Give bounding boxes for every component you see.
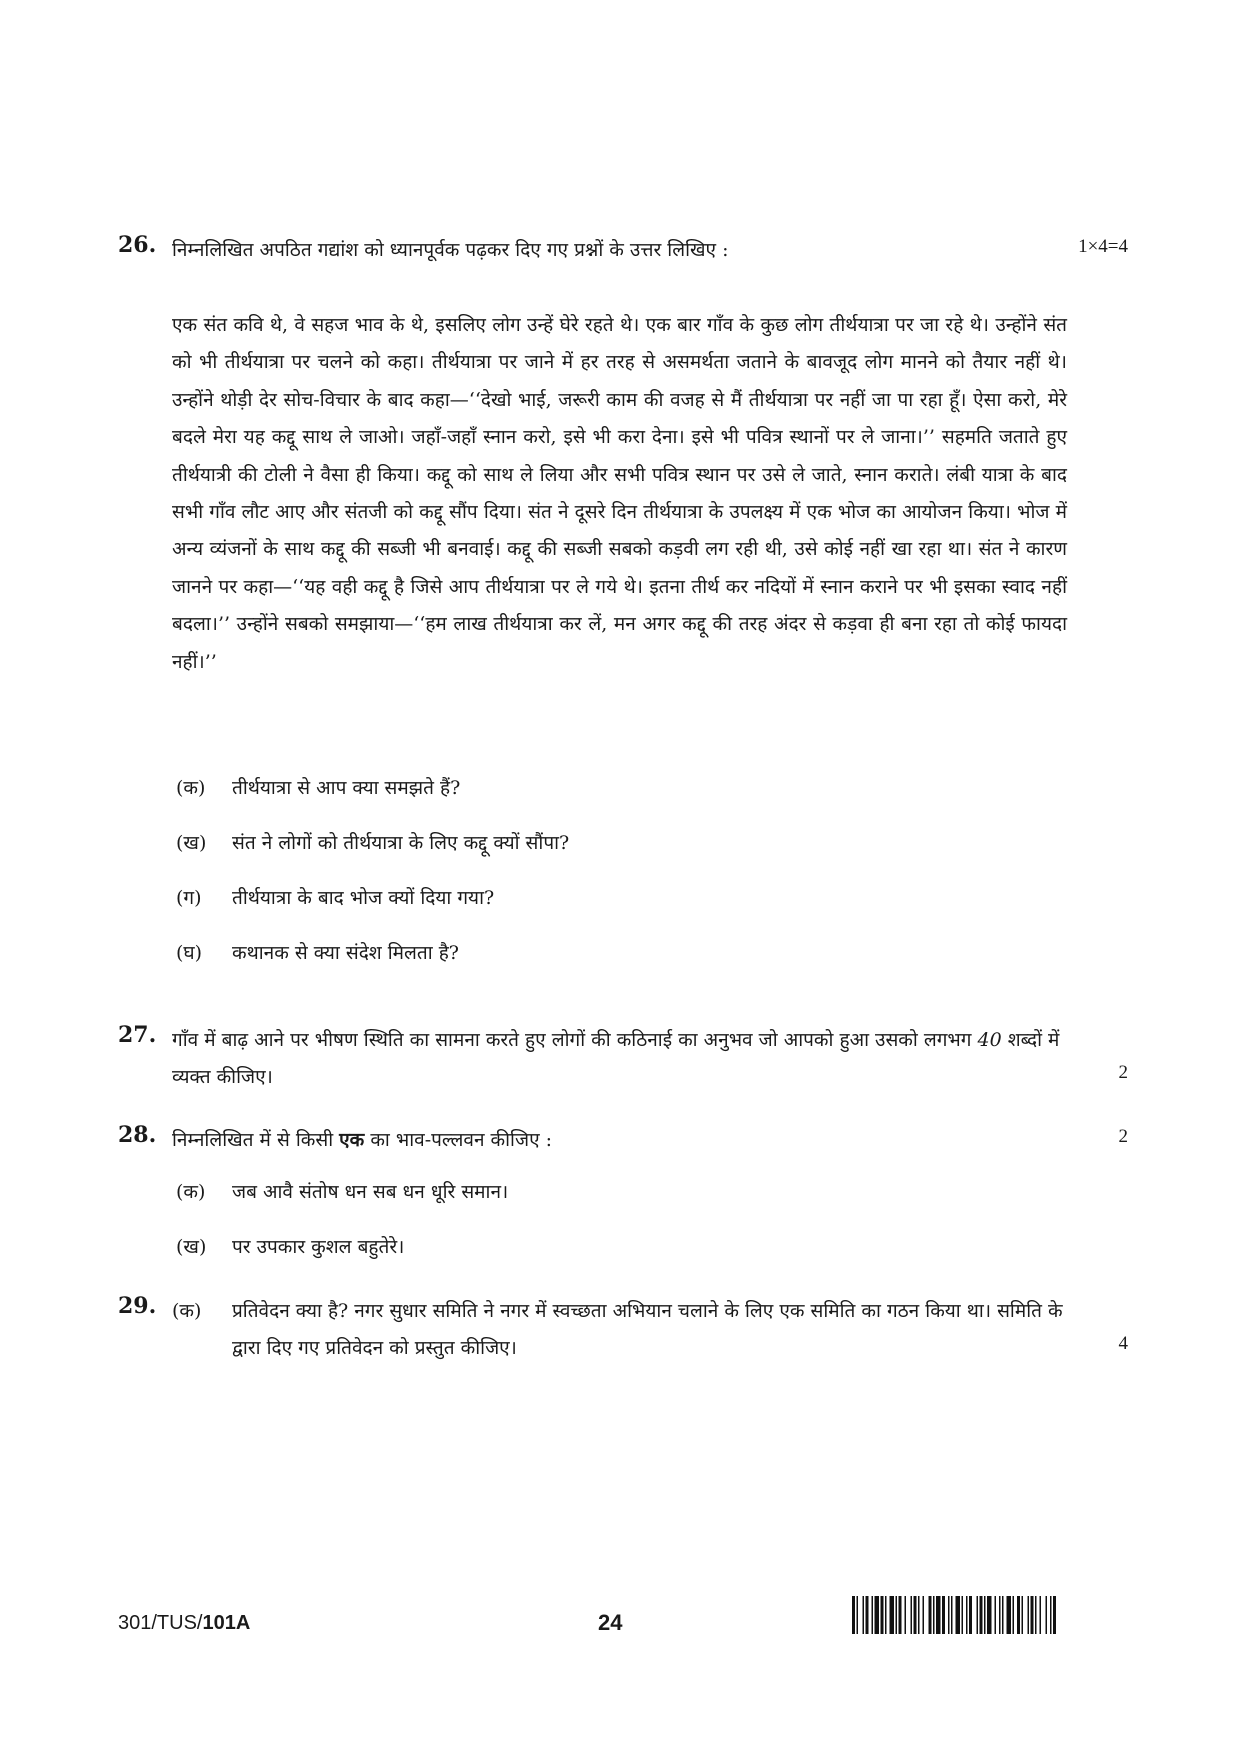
question-number: 29. [118,1293,157,1319]
subquestion [176,773,1076,803]
unseen-passage: एक संत कवि थे, वे सहज भाव के थे, इसलिए लोग उन्हें घेरे रहते थे। एक बार गाँव के कुछ लोग तीर्थयात्रा पर जा रहे थे। उन्होंने संत को भी तीर्थयात्रा पर चलने को कहा। तीर्थयात्रा पर जाने में हर तरह से असमर्थता जताने के बावजूद लोग मानने को तैयार नहीं थे। उन्होंने थोड़ी देर सोच-विचार के बाद कहा—‘‘देखो भाई, जरूरी काम की वजह से मैं तीर्थयात्रा पर नहीं जा पा रहा हूँ। ऐसा करो, मेरे बदले मेरा यह कद्दू साथ ले जाओ। जहाँ-जहाँ स्नान करो, इसे भी करा देना। इसे भी पवित्र स्थानों पर ले जाना।’’ सहमति जताते हुए तीर्थयात्री की टोली ने वैसा ही किया। कद्दू को साथ ले लिया और सभी पवित्र स्थान पर उसे ले जाते, स्नान कराते। लंबी यात्रा के बाद सभी गाँव लौट आए और संतजी को कद्दू सौंप दिया। संत ने दूसरे दिन तीर्थयात्रा के उपलक्ष्य में एक भोज का आयोजन किया। भोज में अन्य व्यंजनों के साथ कद्दू की सब्जी भी बनवाई। कद्दू की सब्जी सबको कड़वी लग रही थी, उसे कोई नहीं खा रहा था। संत ने कारण जानने पर कहा—‘‘यह वही कद्दू है जिसे आप तीर्थयात्रा पर ले गये थे। इतना तीर्थ कर नदियों में स्नान कराने पर भी इसका स्वाद नहीं बदला।’’ उन्होंने सबको समझाया—‘‘हम लाख तीर्थयात्रा कर लें, मन अगर कद्दू की तरह अंदर से कड़वा ही बना रहा तो कोई फायदा नहीं।’’ [172,314,1067,673]
subquestion [176,883,1076,913]
word-count: 40 [977,1029,1002,1051]
subquestion-label: (ग) [176,887,202,909]
subquestion [176,828,1076,858]
subquestion-text: संत ने लोगों को तीर्थयात्रा के लिए कद्दू क्यों सौंपा? [232,832,570,854]
paper-code: 301/TUS/101A [118,1612,251,1634]
subquestion-label: (क) [176,1181,206,1203]
question-text: गाँव में बाढ़ आने पर भीषण स्थिति का सामना करते हुए लोगों की कठिनाई का अनुभव जो आपको हुआ उसको लगभग 40 शब्दों में व्यक्त कीजिए। [172,1029,1060,1088]
subquestion-text: कथानक से क्या संदेश मिलता है? [232,942,459,964]
subquestion-label: (क) [176,777,206,799]
subquestion-text: तीर्थयात्रा के बाद भोज क्यों दिया गया? [232,887,495,909]
marks: 4 [1118,1333,1128,1354]
question-number: 26. [118,232,157,258]
question-instruction: निम्नलिखित अपठित गद्यांश को ध्यानपूर्वक पढ़कर दिए गए प्रश्नों के उत्तर लिखिए : [172,239,729,261]
emphasis: एक [339,1129,365,1151]
marks: 2 [1118,1126,1128,1147]
subquestion-text: जब आवै संतोष धन सब धन धूरि समान। [232,1181,509,1203]
subquestion-text: पर उपकार कुशल बहुतेरे। [232,1236,405,1258]
page-number: 24 [598,1610,623,1635]
subquestion [176,938,1076,968]
subquestion [176,1232,1076,1262]
subquestion-text: तीर्थयात्रा से आप क्या समझते हैं? [232,777,461,799]
question-label: (क) [172,1300,202,1322]
subquestion-label: (ख) [176,1236,207,1258]
subquestion-label: (घ) [176,942,203,964]
barcode-icon [852,1596,1124,1634]
subquestion [176,1177,1076,1207]
question-text: प्रतिवेदन क्या है? नगर सुधार समिति ने नगर में स्वच्छता अभियान चलाने के लिए एक समिति का गठन किया था। समिति के द्वारा दिए गए प्रतिवेदन को प्रस्तुत कीजिए। [232,1300,1063,1359]
marks: 2 [1118,1062,1128,1083]
subquestion-label: (ख) [176,832,207,854]
question-number: 27. [118,1022,157,1048]
question-text: निम्नलिखित में से किसी एक का भाव-पल्लवन कीजिए : [172,1129,553,1151]
marks: 1×4=4 [1078,236,1128,257]
question-number: 28. [118,1122,157,1148]
